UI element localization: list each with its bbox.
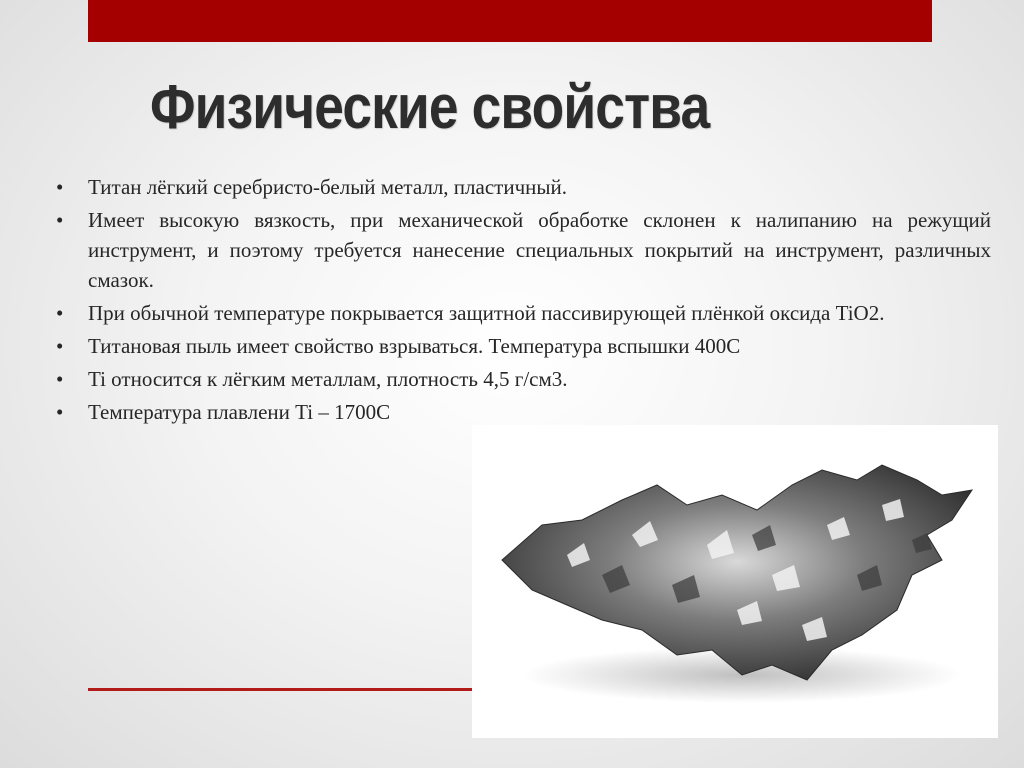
bullet-item <box>56 205 991 295</box>
bullet-dot-icon: • <box>56 301 64 325</box>
bullet-dot-icon: • <box>56 367 64 391</box>
bullet-list <box>56 172 991 430</box>
bullet-item <box>56 397 991 427</box>
bullet-item <box>56 331 991 361</box>
bullet-text: Титан лёгкий серебристо-белый металл, пластичный. <box>88 175 567 199</box>
bullet-text: Температура плавлени Ti – 1700С <box>88 400 391 424</box>
slide-title: Физические свойства <box>150 73 710 142</box>
bullet-dot-icon: • <box>56 400 64 424</box>
bullet-text: Титановая пыль имеет свойство взрываться. Температура вспышки 400С <box>88 334 741 358</box>
bullet-item <box>56 364 991 394</box>
bullet-dot-icon: • <box>56 208 64 232</box>
bullet-dot-icon: • <box>56 175 64 199</box>
titanium-crystal-icon <box>472 425 998 738</box>
bullet-item <box>56 172 991 202</box>
bullet-text: Имеет высокую вязкость, при механической обработке склонен к налипанию на режущий инструмент, и поэтому требуется нанесение специальных покрытий на инструмент, различных смазок. <box>88 208 991 292</box>
bullet-dot-icon: • <box>56 334 64 358</box>
bullet-text: При обычной температуре покрывается защитной пассивирующей плёнкой оксида TiO2. <box>88 301 885 325</box>
top-accent-bar <box>88 0 932 42</box>
bullet-item <box>56 298 991 328</box>
bottom-accent-rule <box>88 688 488 691</box>
bullet-text: Ti относится к лёгким металлам, плотность 4,5 г/см3. <box>88 367 568 391</box>
titanium-crystal-photo <box>472 425 998 738</box>
